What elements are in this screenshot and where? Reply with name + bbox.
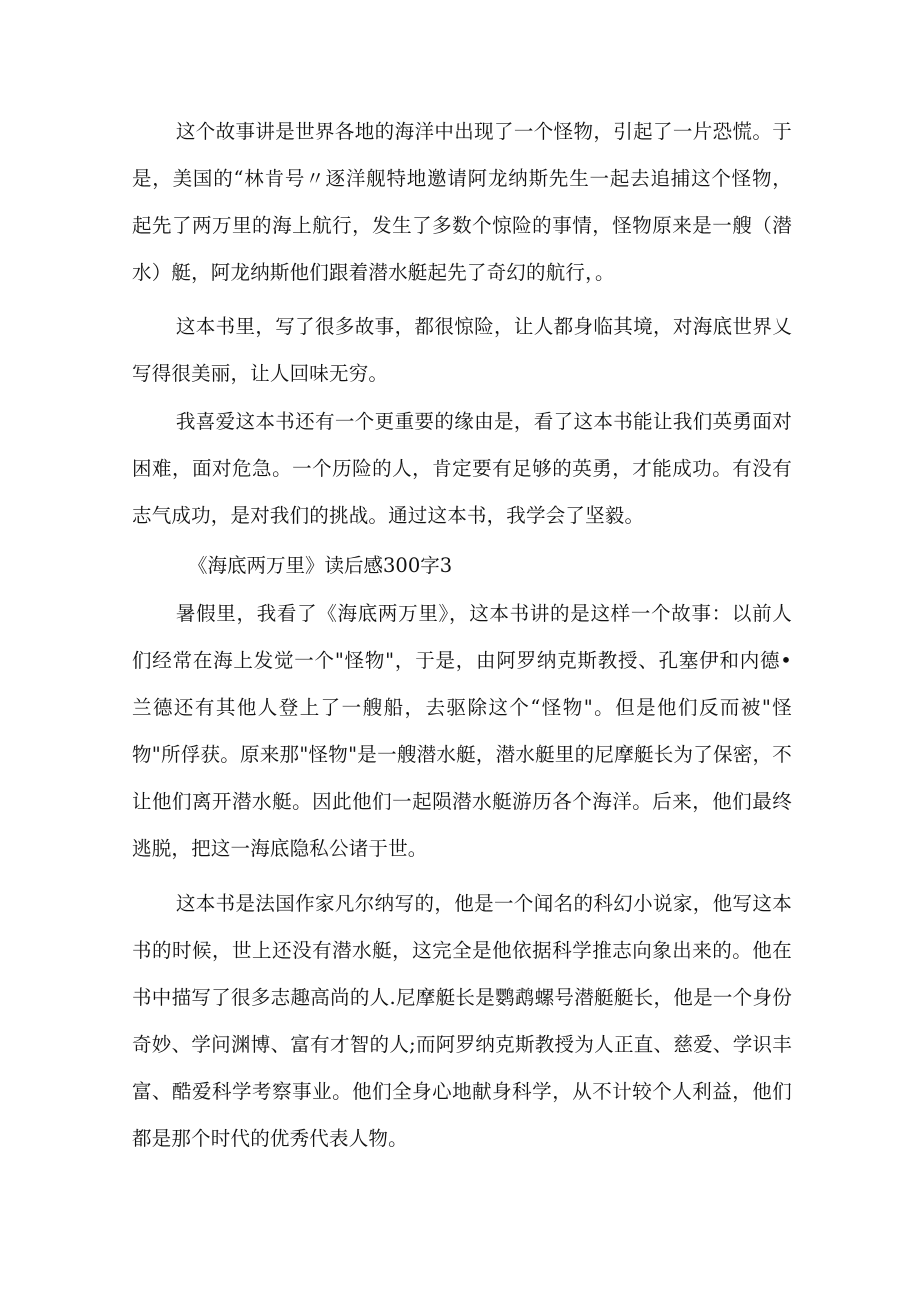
paragraph-reason-liking: 我喜爱这本书还有一个更重要的缘由是，看了这本书能让我们英勇面对困难，面对危急。一个历险的人，肯定要有足够的英勇，才能成功。有没有志气成功，是对我们的挑战。通过这本书，我学会了坚毅。	[132, 410, 792, 527]
paragraph-book-impression: 这本书里，写了很多故事，都很惊险，让人都身临其境，对海底世界乂写得很美丽，让人回味无穷。	[132, 315, 792, 385]
paragraph-author-verne: 这本书是法国作家凡尔纳写的，他是一个闻名的科幻小说家，他写这本书的时候，世上还没有潜水艇，这完全是他依据科学推志向象出来的。他在书中描写了很多志趣高尚的人.尼摩艇长是鹦鹉螺号潜艇艇长，他是一个身份奇妙、学问渊博、富有才智的人;而阿罗纳克斯教授为人正直、慈爱、学识丰富、酷爱科学考察事业。他们全身心地献身科学，从不计较个人利益，他们都是那个时代的优秀代表人物。	[132, 892, 792, 1150]
paragraph-summer-reading: 暑假里，我看了《海底两万里》，这本书讲的是这样一个故事：以前人们经常在海上发觉一个"怪物"，于是，由阿罗纳克斯教授、孔塞伊和内德•兰德还有其他人登上了一艘船，去驱除这个“怪物"。但是他们反而被"怪物"所俘获。原来那"怪物"是一艘潜水艇，潜水艇里的尼摩艇长为了保密，不让他们离开潜水艇。因此他们一起陨潜水艇游历各个海洋。后来，他们最终逃脱，把这一海底隐私公诸于世。	[132, 602, 792, 860]
section-heading: 《海底两万里》读后感300字3	[188, 554, 453, 577]
paragraph-story-summary: 这个故事讲是世界各地的海洋中出现了一个怪物，引起了一片恐慌。于是，美国的“林肯号〃逐洋舰特地邀请阿龙纳斯先生一起去追捕这个怪物，起先了两万里的海上航行，发生了多数个惊险的事情，怪物原来是一艘（潜水）艇，阿龙纳斯他们跟着潜水艇起先了奇幻的航行，。	[132, 120, 792, 284]
